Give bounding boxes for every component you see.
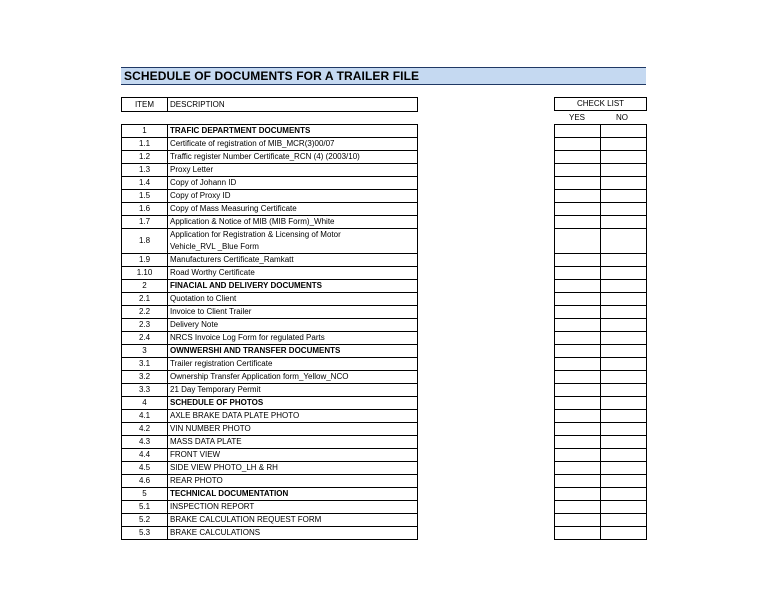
checklist-row — [555, 449, 647, 462]
yes-checkbox-cell[interactable] — [555, 397, 601, 410]
checklist-row — [555, 345, 647, 358]
checklist-row — [555, 384, 647, 397]
item-number: 4.1 — [122, 410, 168, 423]
no-checkbox-cell[interactable] — [601, 527, 647, 540]
item-number: 1.5 — [122, 190, 168, 203]
item-number: 4 — [122, 397, 168, 410]
yes-checkbox-cell[interactable] — [555, 488, 601, 501]
item-number: 4.4 — [122, 449, 168, 462]
yes-checkbox-cell[interactable] — [555, 203, 601, 216]
item-number: 1.3 — [122, 164, 168, 177]
no-column-label: NO — [616, 113, 628, 122]
item-number: 2 — [122, 280, 168, 293]
yes-checkbox-cell[interactable] — [555, 527, 601, 540]
no-checkbox-cell[interactable] — [601, 164, 647, 177]
no-checkbox-cell[interactable] — [601, 267, 647, 280]
checklist-row — [555, 267, 647, 280]
table-row — [122, 229, 418, 254]
item-description: Quotation to Client — [168, 293, 418, 306]
yes-checkbox-cell[interactable] — [555, 410, 601, 423]
table-row — [122, 423, 418, 436]
table-row — [122, 319, 418, 332]
yes-checkbox-cell[interactable] — [555, 462, 601, 475]
table-row — [122, 371, 418, 384]
yes-checkbox-cell[interactable] — [555, 345, 601, 358]
no-checkbox-cell[interactable] — [601, 423, 647, 436]
yes-checkbox-cell[interactable] — [555, 319, 601, 332]
yes-column-label: YES — [569, 113, 586, 122]
item-description: Manufacturers Certificate_Ramkatt — [168, 254, 418, 267]
item-description: BRAKE CALCULATIONS — [168, 527, 418, 540]
yes-checkbox-cell[interactable] — [555, 280, 601, 293]
item-number: 1.7 — [122, 216, 168, 229]
checklist-row — [555, 203, 647, 216]
item-description: SIDE VIEW PHOTO_LH & RH — [168, 462, 418, 475]
item-description: AXLE BRAKE DATA PLATE PHOTO — [168, 410, 418, 423]
table-row — [122, 216, 418, 229]
item-number: 5.2 — [122, 514, 168, 527]
yes-checkbox-cell[interactable] — [555, 177, 601, 190]
no-checkbox-cell[interactable] — [601, 345, 647, 358]
table-row — [122, 501, 418, 514]
table-row — [122, 125, 418, 138]
item-number: 1.2 — [122, 151, 168, 164]
checklist-row — [555, 488, 647, 501]
yes-checkbox-cell[interactable] — [555, 216, 601, 229]
item-number: 1 — [122, 125, 168, 138]
item-description: NRCS Invoice Log Form for regulated Parts — [168, 332, 418, 345]
no-checkbox-cell[interactable] — [601, 125, 647, 138]
checklist-row — [555, 332, 647, 345]
yes-checkbox-cell[interactable] — [555, 125, 601, 138]
checklist-row — [555, 216, 647, 229]
yes-checkbox-cell[interactable] — [555, 501, 601, 514]
table-row — [122, 164, 418, 177]
section-description: FINACIAL AND DELIVERY DOCUMENTS — [168, 280, 418, 293]
yes-checkbox-cell[interactable] — [555, 371, 601, 384]
item-description: Road Worthy Certificate — [168, 267, 418, 280]
table-row — [122, 177, 418, 190]
item-description: FRONT VIEW — [168, 449, 418, 462]
item-description: MASS DATA PLATE — [168, 436, 418, 449]
table-row — [122, 358, 418, 371]
table-row — [122, 514, 418, 527]
item-description: 21 Day Temporary Permit — [168, 384, 418, 397]
item-description: Invoice to Client Trailer — [168, 306, 418, 319]
no-checkbox-cell[interactable] — [601, 216, 647, 229]
checklist-row — [555, 138, 647, 151]
item-description: Ownership Transfer Application form_Yellow_NCO — [168, 371, 418, 384]
no-checkbox-cell[interactable] — [601, 177, 647, 190]
item-number: 4.6 — [122, 475, 168, 488]
document-title: SCHEDULE OF DOCUMENTS FOR A TRAILER FILE — [124, 69, 420, 83]
item-number: 1.4 — [122, 177, 168, 190]
item-number: 4.5 — [122, 462, 168, 475]
yes-checkbox-cell[interactable] — [555, 254, 601, 267]
table-row — [122, 151, 418, 164]
table-row — [122, 384, 418, 397]
item-number: 3.2 — [122, 371, 168, 384]
item-description: BRAKE CALCULATION REQUEST FORM — [168, 514, 418, 527]
checklist-row — [555, 125, 647, 138]
table-row — [122, 462, 418, 475]
checklist-row — [555, 358, 647, 371]
item-description: Application & Notice of MIB (MIB Form)_White — [168, 216, 418, 229]
documents-table — [121, 124, 418, 540]
no-checkbox-cell[interactable] — [601, 319, 647, 332]
item-number: 1.1 — [122, 138, 168, 151]
no-checkbox-cell[interactable] — [601, 384, 647, 397]
table-row — [122, 527, 418, 540]
title-bar — [121, 67, 646, 85]
item-column-header: ITEM — [122, 98, 168, 112]
checklist-row — [555, 501, 647, 514]
yes-checkbox-cell[interactable] — [555, 138, 601, 151]
item-number: 1.6 — [122, 203, 168, 216]
checklist-row — [555, 293, 647, 306]
checklist-table — [554, 124, 647, 540]
checklist-row — [555, 177, 647, 190]
no-checkbox-cell[interactable] — [601, 449, 647, 462]
section-description: TECHNICAL DOCUMENTATION — [168, 488, 418, 501]
no-checkbox-cell[interactable] — [601, 280, 647, 293]
table-row — [122, 332, 418, 345]
no-checkbox-cell[interactable] — [601, 293, 647, 306]
item-number: 5.1 — [122, 501, 168, 514]
no-checkbox-cell[interactable] — [601, 190, 647, 203]
table-row — [122, 190, 418, 203]
no-checkbox-cell[interactable] — [601, 203, 647, 216]
item-description: VIN NUMBER PHOTO — [168, 423, 418, 436]
table-row — [122, 410, 418, 423]
checklist-row — [555, 280, 647, 293]
item-description: INSPECTION REPORT — [168, 501, 418, 514]
section-description: SCHEDULE OF PHOTOS — [168, 397, 418, 410]
no-checkbox-cell[interactable] — [601, 371, 647, 384]
table-row — [122, 267, 418, 280]
yes-checkbox-cell[interactable] — [555, 151, 601, 164]
no-checkbox-cell[interactable] — [601, 151, 647, 164]
item-number: 3.3 — [122, 384, 168, 397]
item-description: Copy of Mass Measuring Certificate — [168, 203, 418, 216]
table-row — [122, 436, 418, 449]
item-number: 2.1 — [122, 293, 168, 306]
description-line: Application for Registration & Licensing of Motor — [170, 230, 341, 239]
no-checkbox-cell[interactable] — [601, 488, 647, 501]
item-number: 4.2 — [122, 423, 168, 436]
section-description: OWNWERSHI AND TRANSFER DOCUMENTS — [168, 345, 418, 358]
yes-checkbox-cell[interactable] — [555, 267, 601, 280]
checklist-row — [555, 306, 647, 319]
item-description: Copy of Johann ID — [168, 177, 418, 190]
table-row — [122, 345, 418, 358]
yes-checkbox-cell[interactable] — [555, 514, 601, 527]
item-description: Certificate of registration of MIB_MCR(3)00/07 — [168, 138, 418, 151]
no-checkbox-cell[interactable] — [601, 514, 647, 527]
yes-checkbox-cell[interactable] — [555, 306, 601, 319]
item-description: Delivery Note — [168, 319, 418, 332]
item-number: 1.10 — [122, 267, 168, 280]
item-number: 2.2 — [122, 306, 168, 319]
header-table — [121, 97, 418, 112]
table-row — [122, 138, 418, 151]
item-description: REAR PHOTO — [168, 475, 418, 488]
no-checkbox-cell[interactable] — [601, 138, 647, 151]
checklist-row — [555, 527, 647, 540]
description-column-header: DESCRIPTION — [168, 98, 418, 112]
checklist-row — [555, 462, 647, 475]
item-number: 3 — [122, 345, 168, 358]
table-row — [122, 203, 418, 216]
checklist-row — [555, 371, 647, 384]
table-row — [122, 488, 418, 501]
no-checkbox-cell[interactable] — [601, 254, 647, 267]
checklist-header: CHECK LIST — [554, 97, 647, 111]
description-line: Vehicle_RVL _Blue Form — [170, 242, 259, 251]
table-row — [122, 254, 418, 267]
checklist-row — [555, 151, 647, 164]
table-row — [122, 280, 418, 293]
yes-checkbox-cell[interactable] — [555, 332, 601, 345]
item-number: 2.4 — [122, 332, 168, 345]
yes-checkbox-cell[interactable] — [555, 358, 601, 371]
checklist-row — [555, 254, 647, 267]
checklist-row — [555, 319, 647, 332]
yes-checkbox-cell[interactable] — [555, 423, 601, 436]
no-checkbox-cell[interactable] — [601, 306, 647, 319]
checklist-row — [555, 436, 647, 449]
no-checkbox-cell[interactable] — [601, 462, 647, 475]
yes-checkbox-cell[interactable] — [555, 384, 601, 397]
yes-checkbox-cell[interactable] — [555, 190, 601, 203]
no-checkbox-cell[interactable] — [601, 410, 647, 423]
item-number: 4.3 — [122, 436, 168, 449]
yes-checkbox-cell[interactable] — [555, 164, 601, 177]
no-checkbox-cell[interactable] — [601, 332, 647, 345]
no-checkbox-cell[interactable] — [601, 397, 647, 410]
yes-checkbox-cell[interactable] — [555, 475, 601, 488]
item-number: 2.3 — [122, 319, 168, 332]
no-checkbox-cell[interactable] — [601, 501, 647, 514]
checklist-row — [555, 410, 647, 423]
no-checkbox-cell[interactable] — [601, 436, 647, 449]
checklist-row — [555, 164, 647, 177]
item-number: 5.3 — [122, 527, 168, 540]
checklist-row — [555, 397, 647, 410]
item-description: Traffic register Number Certificate_RCN (4) (2003/10) — [168, 151, 418, 164]
checklist-row — [555, 423, 647, 436]
checklist-row — [555, 229, 647, 254]
item-description: Trailer registration Certificate — [168, 358, 418, 371]
table-row — [122, 293, 418, 306]
item-number: 3.1 — [122, 358, 168, 371]
yes-checkbox-cell[interactable] — [555, 436, 601, 449]
no-checkbox-cell[interactable] — [601, 358, 647, 371]
table-row — [122, 306, 418, 319]
no-checkbox-cell[interactable] — [601, 229, 647, 254]
yes-checkbox-cell[interactable] — [555, 449, 601, 462]
no-checkbox-cell[interactable] — [601, 475, 647, 488]
item-description: Copy of Proxy ID — [168, 190, 418, 203]
item-number: 1.8 — [122, 229, 168, 254]
item-description — [168, 229, 418, 254]
table-row — [122, 397, 418, 410]
item-number: 5 — [122, 488, 168, 501]
checklist-row — [555, 190, 647, 203]
yes-checkbox-cell[interactable] — [555, 229, 601, 254]
table-row — [122, 475, 418, 488]
table-row — [122, 449, 418, 462]
yes-checkbox-cell[interactable] — [555, 293, 601, 306]
item-number: 1.9 — [122, 254, 168, 267]
checklist-row — [555, 514, 647, 527]
checklist-row — [555, 475, 647, 488]
item-description: Proxy Letter — [168, 164, 418, 177]
section-description: TRAFIC DEPARTMENT DOCUMENTS — [168, 125, 418, 138]
